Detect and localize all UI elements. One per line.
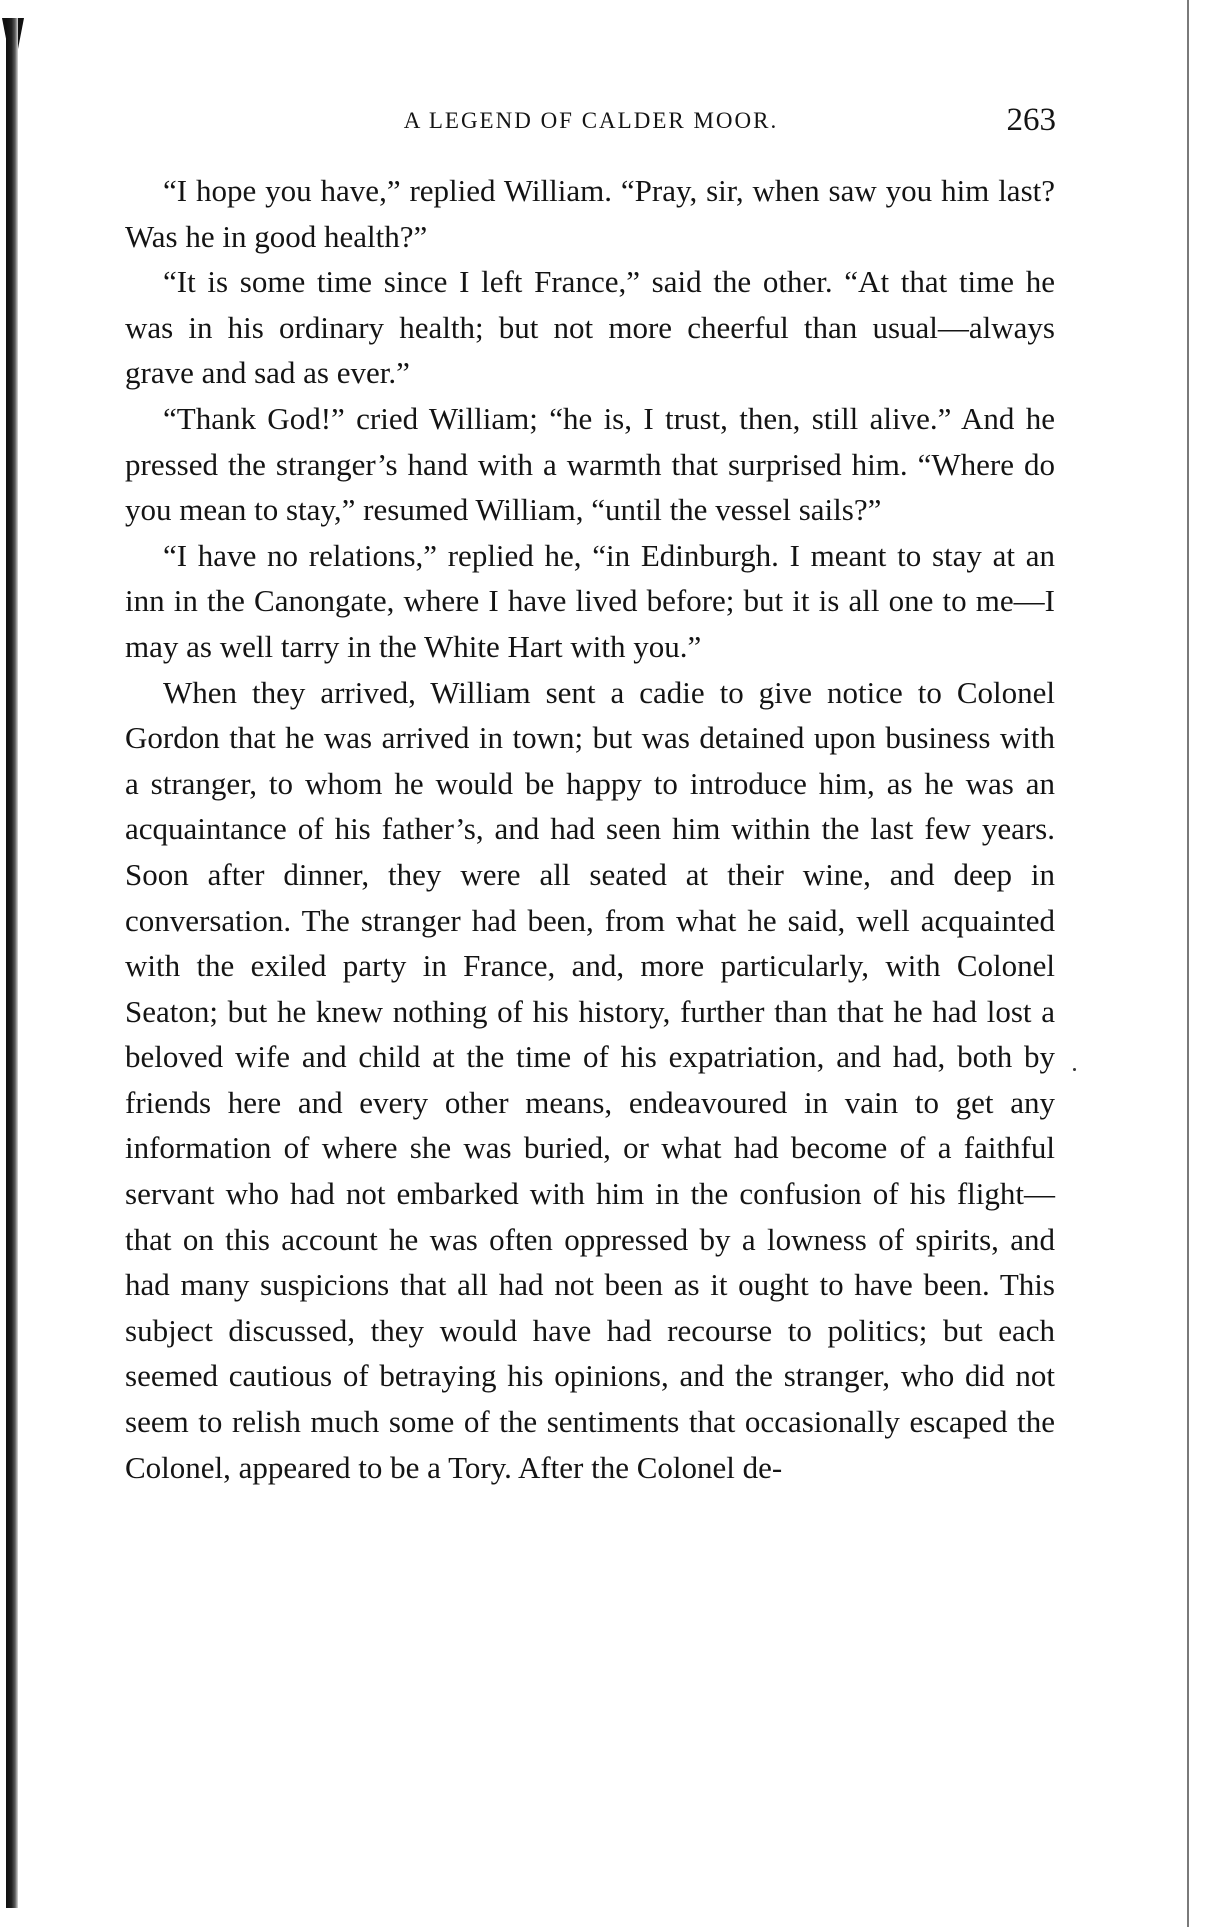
page-number: 263: [1006, 102, 1056, 138]
paragraph-3: “Thank God!” cried William; “he is, I trust, then, still alive.” And he pressed the stranger’s hand with a warmth that surprised him. “Where do you mean to stay,” resumed William, “until the vessel sails?”: [125, 400, 1055, 528]
body-text: [125, 168, 1055, 1490]
paragraph-5: When they arrived, William sent a cadie to give notice to Colonel Gordon that he was arrived in town; but was detained upon business with a stranger, to whom he would be happy to introduce him, as he was an acquaintance of his father’s, and had seen him within the last few years. Soon after dinner, they were all seated at their wine, and deep in conversation. The stranger had been, from what he said, well acquainted with the exiled party in France, and, more particularly, with Colonel Seaton; but he knew nothing of his history, further than that he had lost a beloved wife and child at the time of his expatriation, and had, both by friends here and every other means, endeavoured in vain to get any information of where she was buried, or what had become of a faithful servant who had not embarked with him in the confusion of his flight—that on this account he was often oppressed by a lowness of spirits, and had many suspicions that all had not been as it ought to have been. This subject discussed, they would have had recourse to politics; but each seemed cautious of betraying his opinions, and the stranger, who did not seem to relish much some of the sentiments that occasionally escaped the Colonel, appeared to be a Tory. After the Colonel de-: [125, 674, 1055, 1485]
paragraph-4: “I have no relations,” replied he, “in Edinburgh. I meant to stay at an inn in the Canongate, where I have lived before; but it is all one to me—I may as well tarry in the White Hart with you.”: [125, 537, 1055, 664]
print-speck: [1073, 1068, 1076, 1071]
paragraph-1: “I hope you have,” replied William. “Pray, sir, when saw you him last? Was he in good health?”: [125, 173, 1055, 254]
binding-edge: [6, 18, 18, 1908]
page-header: [126, 102, 1056, 142]
paragraph-2: “It is some time since I left France,” said the other. “At that time he was in his ordinary health; but not more cheerful than usual—always grave and sad as ever.”: [125, 264, 1055, 391]
page-edge-rule: [1187, 0, 1189, 1927]
running-head: A LEGEND OF CALDER MOOR.: [403, 108, 779, 133]
